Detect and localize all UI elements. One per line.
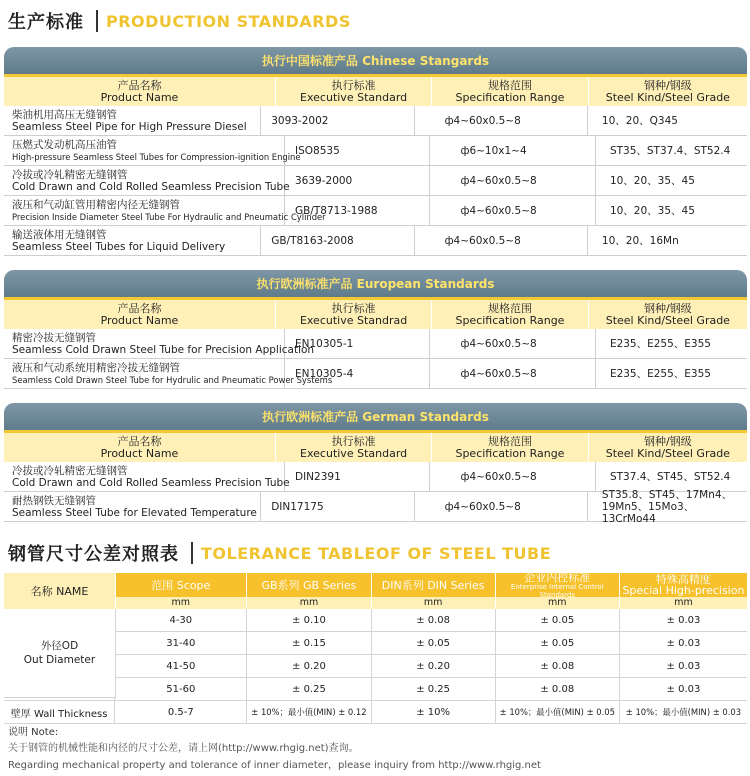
section-divider: [191, 542, 193, 564]
od-label: 外径OD Out Diameter: [4, 609, 116, 698]
product-name-cell: 冷拔或冷轧精密无缝钢管 Cold Drawn and Cold Rolled Seamless Precision Tube: [4, 166, 285, 195]
table-title: 执行欧洲标准产品 European Standards: [4, 270, 747, 297]
od-scope: 31-40: [115, 632, 247, 654]
standard-cell: DIN17175: [261, 492, 414, 521]
header-scope: 范围 Scope: [115, 573, 247, 597]
product-name-cell: 输送液体用无缝钢管 Seamless Steel Tubes for Liquid Delivery: [4, 226, 261, 255]
product-name-cell: 柴油机用高压无缝钢管 Seamless Steel Pipe for High Pressure Diesel: [4, 106, 261, 135]
header-product: 产品名称 Product Name: [4, 300, 276, 329]
standard-cell: EN10305-4: [285, 359, 430, 388]
grade-cell: 10、20、35、45: [609, 174, 695, 187]
table-row: [4, 226, 747, 256]
od-din: ± 0.05: [372, 632, 496, 654]
table-body: [4, 462, 747, 525]
unit-label: mm: [115, 597, 247, 609]
wall-thickness-row: [4, 701, 747, 724]
od-din: ± 0.25: [372, 678, 496, 700]
section-title-cn: 生产标准: [8, 12, 84, 33]
table-title: 执行中国标准产品 Chinese Stangards: [4, 47, 747, 74]
od-din: ± 0.08: [372, 609, 496, 631]
wall-gb: ± 10%；最小值(MIN) ± 0.12: [247, 701, 371, 723]
od-special: ± 0.03: [666, 614, 701, 626]
od-scope: 41-50: [115, 655, 247, 677]
tolerance-header: [4, 570, 747, 609]
chinese-standards-table: [4, 47, 747, 256]
od-enterprise: ± 0.05: [496, 609, 620, 631]
product-name-cell: 压燃式发动机高压油管 High-pressure Seamless Steel Tubes for Compression-ignition Engine: [4, 136, 285, 165]
header-special: 特殊高精度 Special High-precision: [622, 573, 745, 597]
header-gb: GB系列 GB Series: [247, 573, 371, 597]
grade-cell: ST35、ST37.4、ST52.4: [609, 144, 731, 157]
section-heading-production: [0, 4, 351, 38]
note-label: 说明 Note:: [8, 727, 59, 738]
table-body: [4, 106, 747, 256]
standard-cell: 3093-2002: [261, 106, 414, 135]
spec-cell: ф4~60x0.5~8: [430, 359, 595, 388]
spec-cell: ф4~60x0.5~8: [430, 166, 595, 195]
section-title-cn: 钢管尺寸公差对照表: [8, 544, 179, 565]
spec-cell: ф4~60x0.5~8: [415, 492, 588, 521]
unit-label: mm: [674, 597, 693, 608]
od-gb: ± 0.15: [247, 632, 371, 654]
od-gb: ± 0.10: [247, 609, 371, 631]
grade-cell: E235、E255、E355: [609, 367, 711, 380]
header-din: DIN系列 DIN Series: [372, 573, 496, 597]
grade-cell: 10、20、16Mn: [601, 234, 679, 247]
product-name-cell: 液压和气动缸管用精密内径无缝钢管 Precision Inside Diameter Steel Tube For Hydraulic and Pneumatic Cylinder: [4, 196, 285, 225]
od-special: ± 0.03: [666, 637, 701, 649]
product-name-cell: 冷拔或冷轧精密无缝钢管 Cold Drawn and Cold Rolled Seamless Precision Tube: [4, 462, 285, 491]
table-header: [4, 430, 747, 462]
german-standards-table: [4, 403, 747, 525]
header-standard: 执行标准 Executive Standrad: [276, 300, 432, 329]
section-heading-tolerance: [0, 536, 551, 570]
standard-cell: GB/T8163-2008: [261, 226, 414, 255]
standard-cell: DIN2391: [285, 462, 430, 491]
section-divider: [96, 10, 98, 32]
product-name-cell: 精密冷拔无缝钢管 Seamless Cold Drawn Steel Tube for Precision Application: [4, 329, 285, 358]
table-row: [4, 359, 747, 389]
table-row: [4, 136, 747, 166]
od-enterprise: ± 0.05: [496, 632, 620, 654]
spec-cell: ф4~60x0.5~8: [430, 329, 595, 358]
od-enterprise: ± 0.08: [496, 678, 620, 700]
od-din: ± 0.20: [372, 655, 496, 677]
header-spec: 规格范围 Specification Range: [432, 77, 588, 106]
table-row: [4, 329, 747, 359]
note-cn: 关于钢管的机械性能和内径的尺寸公差，请上网(http://www.rhgig.net)查询。: [8, 743, 359, 754]
table-row: [4, 196, 747, 226]
header-name: 名称 NAME: [4, 573, 116, 609]
grade-cell: ST35.8、ST45、17Mn4、 19Mn5、15Mo3、13CrMo44: [601, 488, 733, 525]
od-gb: ± 0.25: [247, 678, 371, 700]
spec-cell: ф4~60x0.5~8: [430, 462, 595, 491]
spec-cell: ф4~60x0.5~8: [415, 226, 588, 255]
header-product: 产品名称 Product Name: [4, 77, 276, 106]
table-header: [4, 297, 747, 329]
section-title-en: PRODUCTION STANDARDS: [106, 11, 351, 31]
wall-scope: 0.5-7: [115, 701, 247, 723]
spec-cell: ф4~60x0.5~8: [430, 196, 595, 225]
unit-label: mm: [372, 597, 496, 609]
wall-special: ± 10%；最小值(MIN) ± 0.03: [625, 707, 742, 717]
tolerance-table: [4, 570, 747, 724]
standard-cell: GB/T8713-1988: [285, 196, 430, 225]
table-body: [4, 329, 747, 389]
header-spec: 规格范围 Specification Range: [432, 300, 588, 329]
header-grade: 钢种/钢级 Steel Kind/Steel Grade: [605, 301, 730, 327]
table-row: [4, 462, 747, 492]
header-standard: 执行标准 Executive Standard: [276, 77, 432, 106]
table-row: [4, 106, 747, 136]
header-spec: 规格范围 Specification Range: [432, 433, 588, 462]
od-special: ± 0.03: [666, 660, 701, 672]
od-scope: 51-60: [115, 678, 247, 700]
grade-cell: ST37.4、ST45、ST52.4: [609, 470, 731, 483]
unit-label: mm: [247, 597, 371, 609]
section-title-en: TOLERANCE TABLEOF OF STEEL TUBE: [201, 543, 552, 563]
grade-cell: 10、20、35、45: [609, 204, 695, 217]
note-en: Regarding mechanical property and tolerance of inner diameter，please inquiry from http://www.rhgig.net: [8, 760, 541, 771]
product-name-cell: 液压和气动系统用精密冷拔无缝钢管 Seamless Cold Drawn Steel Tube for Hydrulic and Pneumatic Power Systems: [4, 359, 285, 388]
standard-cell: EN10305-1: [285, 329, 430, 358]
header-grade: 钢种/钢级 Steel Kind/Steel Grade: [605, 434, 730, 460]
wall-din: ± 10%: [372, 701, 496, 723]
od-special: ± 0.03: [666, 683, 701, 695]
header-product: 产品名称 Product Name: [4, 433, 276, 462]
header-grade: 钢种/钢级 Steel Kind/Steel Grade: [605, 78, 730, 104]
standard-cell: 3639-2000: [285, 166, 430, 195]
tolerance-body: [4, 609, 747, 724]
od-gb: ± 0.20: [247, 655, 371, 677]
product-name-cell: 耐热钢铁无缝钢管 Seamless Steel Tube for Elevated Temperature: [4, 492, 261, 521]
od-enterprise: ± 0.08: [496, 655, 620, 677]
od-scope: 4-30: [115, 609, 247, 631]
european-standards-table: [4, 270, 747, 389]
header-enterprise: 企业内控标准 Enterprise Internal Control Standards: [496, 573, 620, 597]
table-row: [4, 166, 747, 196]
unit-label: mm: [496, 597, 620, 609]
table-row: [4, 488, 747, 525]
grade-cell: 10、20、Q345: [601, 114, 678, 127]
table-header: [4, 74, 747, 106]
header-standard: 执行标准 Executive Standard: [276, 433, 432, 462]
grade-cell: E235、E255、E355: [609, 337, 711, 350]
standard-cell: ISO8535: [285, 136, 430, 165]
wall-enterprise: ± 10%；最小值(MIN) ± 0.05: [496, 701, 620, 723]
spec-cell: ф6~10x1~4: [430, 136, 595, 165]
wall-label: 壁厚 Wall Thickness: [4, 701, 115, 723]
spec-cell: ф4~60x0.5~8: [415, 106, 588, 135]
table-title: 执行欧洲标准产品 German Standards: [4, 403, 747, 430]
